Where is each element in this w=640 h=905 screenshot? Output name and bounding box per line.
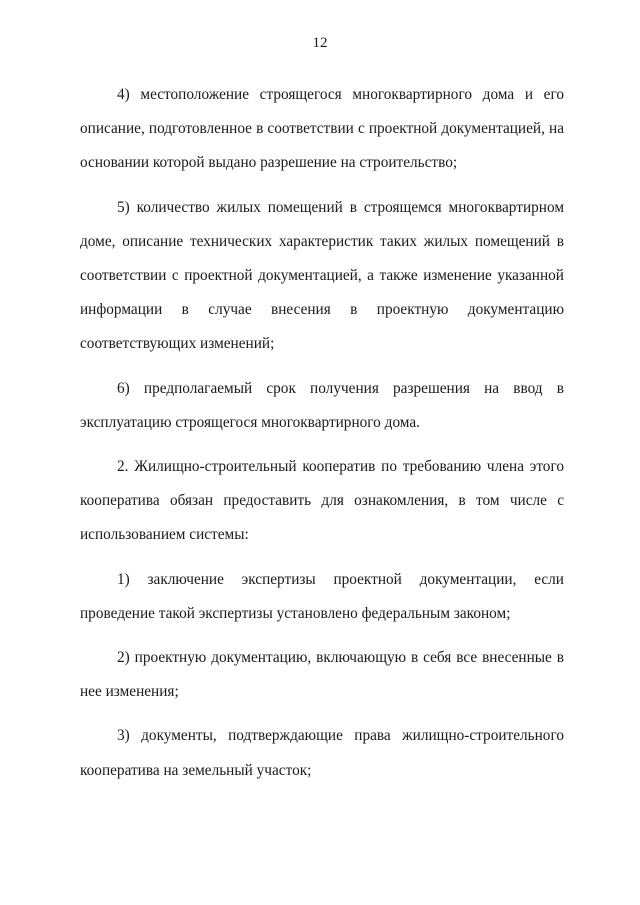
paragraph-item-6-commissioning-date: 6) предполагаемый срок получения разрешения на ввод в эксплуатацию строящегося многоквартирного дома. xyxy=(80,379,564,431)
document-body xyxy=(80,78,564,798)
paragraph-item-3-land-rights-documents: 3) документы, подтверждающие права жилищно-строительного кооператива на земельный участок; xyxy=(80,727,564,779)
paragraph-section-2-cooperative-obligation: 2. Жилищно-строительный кооператив по требованию члена этого кооператива обязан предоставить для ознакомления, в том числе с использованием системы: xyxy=(80,458,564,544)
paragraph-item-4-location: 4) местоположение строящегося многоквартирного дома и его описание, подготовленное в соответствии с проектной документацией, на основании которой выдано разрешение на строительство; xyxy=(80,86,564,172)
paragraph-item-2-project-documentation: 2) проектную документацию, включающую в себя все внесенные в нее изменения; xyxy=(80,649,564,701)
paragraph-item-1-expertise-conclusion: 1) заключение экспертизы проектной документации, если проведение такой экспертизы установлено федеральным законом; xyxy=(80,570,564,622)
paragraph-item-5-residential-premises: 5) количество жилых помещений в строящемся многоквартирном доме, описание технических характеристик таких жилых помещений в соответствии с проектной документацией, а также изменение указанной информации в случае внесения в проектную документацию соответствующих изменений; xyxy=(80,198,564,353)
page-number: 12 xyxy=(312,35,328,51)
